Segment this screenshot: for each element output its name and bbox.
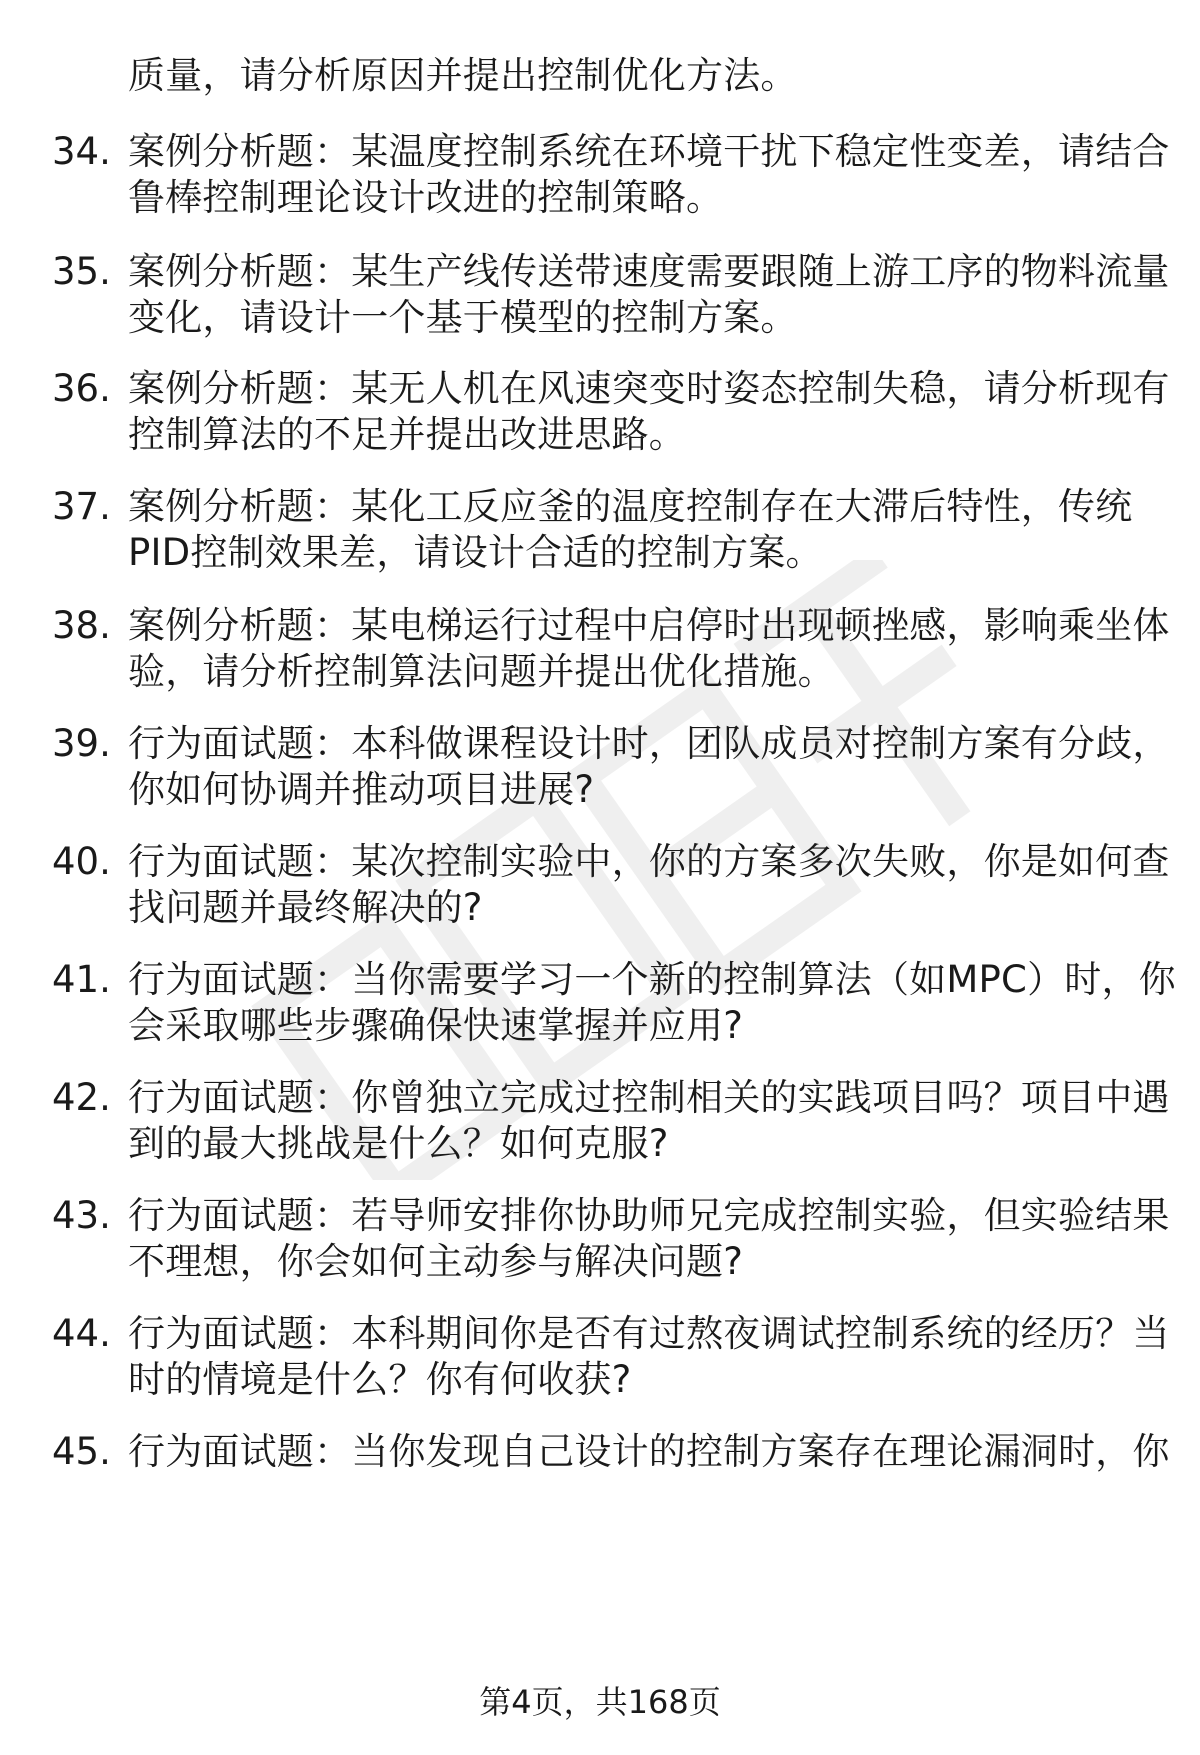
question-number: 41. — [52, 958, 111, 1001]
question-text-line2: 会采取哪些步骤确保快速掌握并应用? — [128, 1004, 744, 1047]
question-text-line1: 案例分析题：某化工反应釜的温度控制存在大滞后特性，传统 — [128, 485, 1133, 528]
question-number: 37. — [52, 485, 111, 528]
question-text-line1: 行为面试题：本科期间你是否有过熬夜调试控制系统的经历？当 — [128, 1312, 1170, 1355]
question-text-line1: 行为面试题：某次控制实验中，你的方案多次失败，你是如何查 — [128, 840, 1170, 883]
question-number: 34. — [52, 130, 111, 173]
question-text-line2: 找问题并最终解决的? — [128, 886, 483, 929]
question-text-line2: 鲁棒控制理论设计改进的控制策略。 — [128, 176, 724, 219]
page-footer: 第4页，共168页 — [479, 1683, 721, 1721]
question-number: 40. — [52, 840, 111, 883]
question-text-line1: 案例分析题：某无人机在风速突变时姿态控制失稳，请分析现有 — [128, 367, 1170, 410]
question-text-line1: 案例分析题：某生产线传送带速度需要跟随上游工序的物料流量 — [128, 250, 1170, 293]
question-text-line1: 行为面试题：当你需要学习一个新的控制算法（如MPC）时，你 — [128, 958, 1176, 1001]
question-text-line2: 你如何协调并推动项目进展? — [128, 768, 595, 811]
question-number: 38. — [52, 604, 111, 647]
question-number: 45. — [52, 1430, 111, 1473]
question-text-line2: 变化，请设计一个基于模型的控制方案。 — [128, 296, 798, 339]
question-text-line1: 案例分析题：某温度控制系统在环境干扰下稳定性变差，请结合 — [128, 130, 1170, 173]
question-number: 44. — [52, 1312, 111, 1355]
question-number: 39. — [52, 722, 111, 765]
question-text-line2: 不理想，你会如何主动参与解决问题? — [128, 1240, 744, 1283]
question-text-line2: 时的情境是什么？你有何收获? — [128, 1358, 632, 1401]
question-text-line2: 验，请分析控制算法问题并提出优化措施。 — [128, 650, 835, 693]
question-text-line2: PID控制效果差，请设计合适的控制方案。 — [128, 531, 823, 574]
question-text-line1: 行为面试题：若导师安排你协助师兄完成控制实验，但实验结果 — [128, 1194, 1170, 1237]
question-number: 43. — [52, 1194, 111, 1237]
question-number: 36. — [52, 367, 111, 410]
question-text-line2: 控制算法的不足并提出改进思路。 — [128, 413, 686, 456]
continuation-line: 质量，请分析原因并提出控制优化方法。 — [128, 54, 798, 97]
question-number: 35. — [52, 250, 111, 293]
question-text-line1: 行为面试题：你曾独立完成过控制相关的实践项目吗？项目中遇 — [128, 1076, 1170, 1119]
question-text-line2: 到的最大挑战是什么？如何克服? — [128, 1122, 669, 1165]
question-text-line1: 案例分析题：某电梯运行过程中启停时出现顿挫感，影响乘坐体 — [128, 604, 1170, 647]
question-text-line1: 行为面试题：本科做课程设计时，团队成员对控制方案有分歧， — [128, 722, 1170, 765]
question-text-line1: 行为面试题：当你发现自己设计的控制方案存在理论漏洞时，你 — [128, 1430, 1170, 1473]
question-number: 42. — [52, 1076, 111, 1119]
